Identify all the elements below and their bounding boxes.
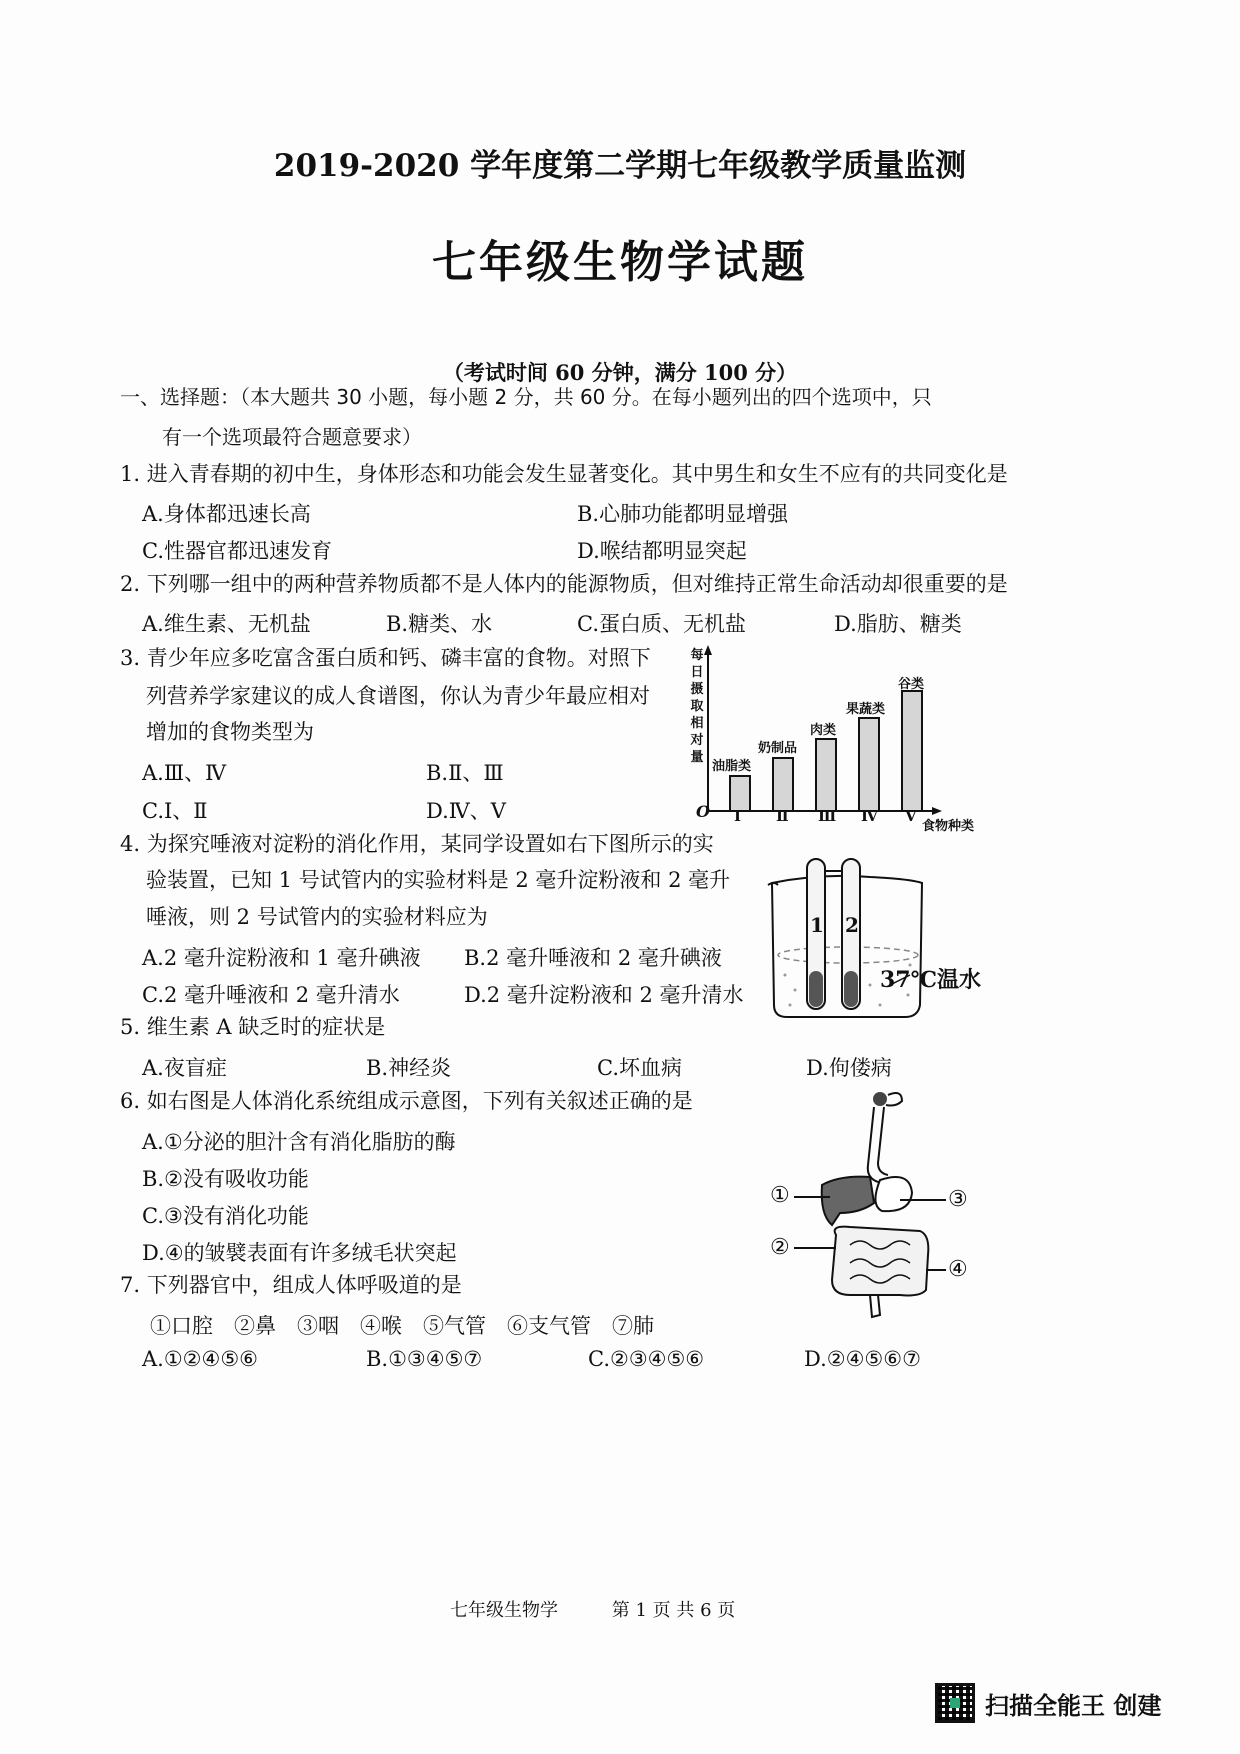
question-4-stem-line3: 唾液，则 2 号试管内的实验材料应为 bbox=[146, 905, 488, 929]
footer-subject: 七年级生物学 bbox=[450, 1600, 558, 1621]
question-1-option-a: A.身体都迅速长高 bbox=[142, 502, 311, 526]
page-footer bbox=[450, 1596, 783, 1622]
question-3-option-a: A.Ⅲ、Ⅳ bbox=[142, 761, 227, 785]
footer-page-number: 第 1 页 共 6 页 bbox=[611, 1600, 736, 1621]
question-1-option-c: C.性器官都迅速发育 bbox=[142, 539, 332, 563]
section-heading-cont: 有一个选项最符合题意要求） bbox=[162, 425, 422, 449]
question-text: 进入青春期的初中生，身体形态和功能会发生显著变化。其中男生和女生不应有的共同变化是 bbox=[146, 462, 1008, 486]
question-text: 如右图是人体消化系统组成示意图，下列有关叙述正确的是 bbox=[146, 1089, 693, 1113]
question-6-option-a: A.①分泌的胆汁含有消化脂肪的酶 bbox=[142, 1130, 456, 1154]
question-7-option-d: D.②④⑤⑥⑦ bbox=[804, 1347, 921, 1371]
digestive-label-2: ② bbox=[770, 1235, 790, 1260]
chart-ylabel: 每日摄取相对量 bbox=[690, 648, 704, 765]
chart-tick-5: Ⅴ bbox=[905, 807, 917, 825]
exam-header-title: 2019-2020 学年度第二学期七年级教学质量监测 bbox=[273, 148, 967, 184]
scanner-watermark bbox=[935, 1683, 1161, 1723]
digestive-label-4: ④ bbox=[948, 1257, 968, 1282]
water-temperature-label: 37℃温水 bbox=[880, 967, 981, 993]
question-6-stem bbox=[120, 1089, 693, 1114]
question-6-option-b: B.②没有吸收功能 bbox=[142, 1167, 309, 1191]
question-2-option-b: B.糖类、水 bbox=[386, 612, 493, 636]
question-4-option-a: A.2 毫升淀粉液和 1 毫升碘液 bbox=[142, 946, 421, 970]
question-7-option-b: B.①③④⑤⑦ bbox=[366, 1347, 483, 1371]
question-number: 2. bbox=[120, 572, 141, 596]
chart-bar-label-3: 肉类 bbox=[810, 723, 837, 738]
question-7-option-a: A.①②④⑤⑥ bbox=[142, 1347, 258, 1371]
question-number: 1. bbox=[120, 462, 141, 486]
watermark-text: 扫描全能王 创建 bbox=[985, 1691, 1162, 1720]
chart-tick-1: Ⅰ bbox=[734, 807, 742, 825]
chart-tick-3: Ⅲ bbox=[818, 807, 837, 825]
section-heading: 一、选择题：（本大题共 30 小题，每小题 2 分，共 60 分。在每小题列出的四个选项中，只 bbox=[120, 385, 932, 409]
digestive-label-1: ① bbox=[770, 1183, 790, 1208]
chart-bar-label-1: 油脂类 bbox=[712, 759, 752, 774]
question-4-option-c: C.2 毫升唾液和 2 毫升清水 bbox=[142, 983, 400, 1007]
question-text: 下列哪一组中的两种营养物质都不是人体内的能源物质，但对维持正常生命活动却很重要的是 bbox=[146, 572, 1008, 596]
exam-subject-title: 七年级生物学试题 bbox=[432, 237, 808, 288]
qr-code-icon bbox=[935, 1683, 975, 1723]
question-text: 为探究唾液对淀粉的消化作用，某同学设置如右下图所示的实 bbox=[146, 832, 714, 856]
tube-1-label: 1 bbox=[810, 913, 824, 937]
question-3-stem-line2: 列营养学家建议的成人食谱图，你认为青少年最应相对 bbox=[146, 684, 650, 708]
question-2-stem bbox=[120, 572, 1008, 597]
chart-bar-label-4: 果蔬类 bbox=[846, 702, 886, 717]
question-3-stem-line3: 增加的食物类型为 bbox=[146, 720, 314, 744]
chart-tick-4: Ⅳ bbox=[861, 807, 879, 825]
tube-2-label: 2 bbox=[845, 913, 859, 937]
question-5-option-b: B.神经炎 bbox=[366, 1056, 452, 1080]
digestive-label-3: ③ bbox=[948, 1187, 968, 1212]
chart-tick-2: Ⅱ bbox=[776, 807, 789, 825]
exam-info: （考试时间 60 分钟，满分 100 分） bbox=[442, 360, 798, 385]
question-2-option-d: D.脂肪、糖类 bbox=[834, 612, 962, 636]
question-4-stem-line2: 验装置，已知 1 号试管内的实验材料是 2 毫升淀粉液和 2 毫升 bbox=[146, 868, 731, 892]
chart-xlabel: 食物种类 bbox=[922, 819, 975, 834]
food-bar-chart bbox=[690, 645, 1000, 835]
question-3-option-d: D.Ⅳ、Ⅴ bbox=[426, 799, 506, 823]
question-3-stem bbox=[120, 646, 651, 671]
question-2-option-c: C.蛋白质、无机盐 bbox=[577, 612, 746, 636]
question-5-option-a: A.夜盲症 bbox=[142, 1056, 227, 1080]
chart-origin-label: O bbox=[696, 802, 710, 821]
question-4-option-b: B.2 毫升唾液和 2 毫升碘液 bbox=[464, 946, 722, 970]
question-5-option-c: C.坏血病 bbox=[597, 1056, 682, 1080]
question-2-option-a: A.维生素、无机盐 bbox=[142, 612, 311, 636]
question-number: 7. bbox=[120, 1273, 141, 1297]
question-1-stem bbox=[120, 462, 1008, 487]
question-5-stem bbox=[120, 1015, 385, 1040]
digestive-system-diagram bbox=[770, 1085, 980, 1325]
question-number: 5. bbox=[120, 1015, 141, 1039]
chart-bar-label-5: 谷类 bbox=[898, 677, 925, 692]
question-5-option-d: D.佝偻病 bbox=[806, 1056, 892, 1080]
question-7-items: ①口腔 ②鼻 ③咽 ④喉 ⑤气管 ⑥支气管 ⑦肺 bbox=[150, 1314, 654, 1338]
question-3-option-b: B.Ⅱ、Ⅲ bbox=[426, 761, 504, 785]
question-1-option-d: D.喉结都明显突起 bbox=[577, 539, 747, 563]
question-text: 青少年应多吃富含蛋白质和钙、磷丰富的食物。对照下 bbox=[146, 646, 651, 670]
question-number: 4. bbox=[120, 832, 141, 856]
beaker-diagram bbox=[760, 855, 990, 1025]
question-number: 6. bbox=[120, 1089, 141, 1113]
question-3-option-c: C.Ⅰ、Ⅱ bbox=[142, 799, 208, 823]
question-number: 3. bbox=[120, 646, 141, 670]
question-4-stem bbox=[120, 832, 714, 857]
question-4-option-d: D.2 毫升淀粉液和 2 毫升清水 bbox=[464, 983, 744, 1007]
question-text: 维生素 A 缺乏时的症状是 bbox=[146, 1015, 386, 1039]
chart-bar-label-2: 奶制品 bbox=[758, 741, 798, 756]
question-1-option-b: B.心肺功能都明显增强 bbox=[577, 502, 789, 526]
question-text: 下列器官中，组成人体呼吸道的是 bbox=[146, 1273, 462, 1297]
question-6-option-d: D.④的皱襞表面有许多绒毛状突起 bbox=[142, 1241, 457, 1265]
question-7-option-c: C.②③④⑤⑥ bbox=[588, 1347, 705, 1371]
question-7-stem bbox=[120, 1273, 462, 1298]
question-6-option-c: C.③没有消化功能 bbox=[142, 1204, 309, 1228]
